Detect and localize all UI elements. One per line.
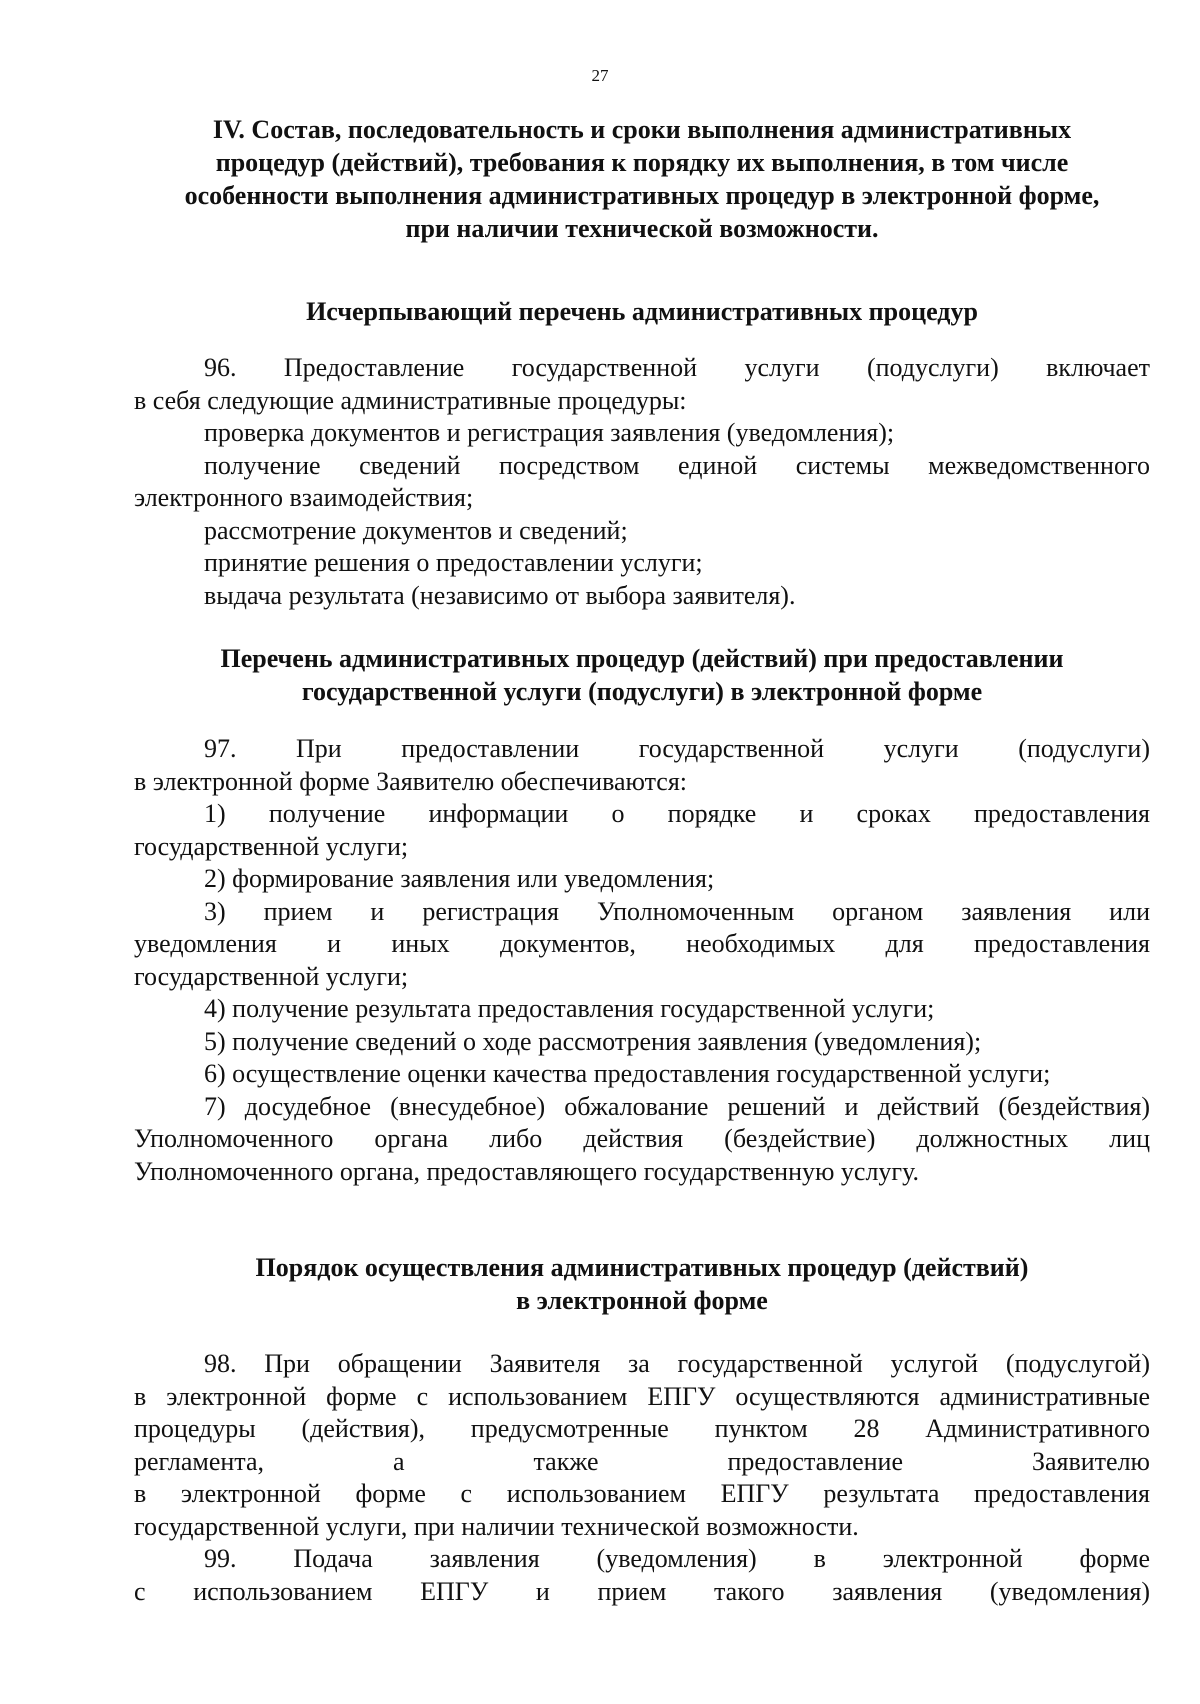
list-item-line: 2) формирование заявления или уведомления; <box>204 864 715 893</box>
subsection-title-line: Исчерпывающий перечень административных процедур <box>306 297 978 326</box>
paragraph-line: 97. При предоставлении государственной услуги (подуслуги) <box>204 734 1150 763</box>
list-item-line: государственной услуги; <box>134 831 409 861</box>
section-title-line: при наличии технической возможности. <box>405 214 879 243</box>
paragraph-98 <box>134 1348 1150 1543</box>
section-title-line: особенности выполнения административных процедур в электронной форме, <box>184 181 1100 210</box>
paragraph-line: в электронной форме с использованием ЕПГУ осуществляются административные <box>134 1381 1150 1411</box>
list-item-line: получение сведений посредством единой системы межведомственного <box>204 450 1150 480</box>
list-item-line: принятие решения о предоставлении услуги; <box>204 548 703 577</box>
subsection-title-line: Порядок осуществления административных процедур (действий) <box>255 1253 1029 1282</box>
subsection-title-electronic-procedures <box>134 642 1150 708</box>
subsection-title-procedures-list <box>134 295 1150 328</box>
paragraph-99 <box>134 1543 1150 1608</box>
procedure-item <box>134 547 1150 580</box>
list-item-line: проверка документов и регистрация заявления (уведомления); <box>204 418 895 447</box>
numbered-item <box>134 1058 1150 1091</box>
list-item-line: 6) осуществление оценки качества предоставления государственной услуги; <box>204 1059 1051 1088</box>
procedure-item <box>134 450 1150 515</box>
section-title-line: процедур (действий), требования к порядку их выполнения, в том числе <box>215 148 1069 177</box>
document-body <box>134 113 1150 1608</box>
section-title-line: IV. Состав, последовательность и сроки выполнения административных <box>212 115 1072 144</box>
subsection-title-line: в электронной форме <box>516 1286 768 1315</box>
list-item-line: Уполномоченного органа либо действия (бездействие) должностных лиц <box>134 1124 1150 1153</box>
subsection-title-line: государственной услуги (подуслуги) в электронной форме <box>301 677 983 706</box>
page-number: 27 <box>591 66 609 85</box>
paragraph-line: процедуры (действия), предусмотренные пунктом 28 Административного <box>134 1414 1150 1443</box>
procedure-item <box>134 417 1150 450</box>
paragraph-line: регламента, а также предоставление Заявителю <box>134 1446 1150 1476</box>
numbered-item <box>134 1026 1150 1059</box>
list-item-line: 4) получение результата предоставления государственной услуги; <box>204 994 935 1023</box>
numbered-item <box>134 993 1150 1026</box>
list-item-line: государственной услуги; <box>134 961 409 991</box>
paragraph-96 <box>134 352 1150 417</box>
paragraph-line: с использованием ЕПГУ и прием такого заявления (уведомления) <box>134 1576 1150 1606</box>
procedure-item <box>134 515 1150 548</box>
procedure-item <box>134 580 1150 613</box>
paragraph-line: 96. Предоставление государственной услуги (подуслуги) включает <box>204 353 1150 382</box>
paragraph-97 <box>134 733 1150 798</box>
list-item-line: рассмотрение документов и сведений; <box>204 515 628 545</box>
list-item-line: уведомления и иных документов, необходимых для предоставления <box>134 929 1150 958</box>
list-item-line: 5) получение сведений о ходе рассмотрения заявления (уведомления); <box>204 1026 982 1056</box>
list-item-line: 3) прием и регистрация Уполномоченным органом заявления или <box>204 896 1150 926</box>
subsection-title-electronic-order <box>134 1251 1150 1317</box>
list-item-line: 7) досудебное (внесудебное) обжалование решений и действий (бездействия) <box>204 1091 1150 1121</box>
paragraph-line: в электронной форме с использованием ЕПГУ результата предоставления <box>134 1479 1150 1508</box>
list-item-line: 1) получение информации о порядке и сроках предоставления <box>204 799 1150 828</box>
section-title <box>134 113 1150 245</box>
paragraph-line: 99. Подача заявления (уведомления) в электронной форме <box>204 1544 1150 1573</box>
numbered-item <box>134 863 1150 896</box>
subsection-title-line: Перечень административных процедур (действий) при предоставлении <box>220 644 1064 673</box>
numbered-item <box>134 798 1150 863</box>
paragraph-line: 98. При обращении Заявителя за государственной услугой (подуслугой) <box>204 1349 1150 1378</box>
list-item-line: электронного взаимодействия; <box>134 483 474 512</box>
list-item-line: Уполномоченного органа, предоставляющего государственную услугу. <box>134 1156 919 1186</box>
numbered-item <box>134 896 1150 994</box>
paragraph-line: в себя следующие административные процедуры: <box>134 385 687 415</box>
paragraph-line: государственной услуги, при наличии технической возможности. <box>134 1511 859 1541</box>
numbered-item <box>134 1091 1150 1189</box>
list-item-line: выдача результата (независимо от выбора заявителя). <box>204 580 796 610</box>
paragraph-line: в электронной форме Заявителю обеспечиваются: <box>134 766 688 796</box>
